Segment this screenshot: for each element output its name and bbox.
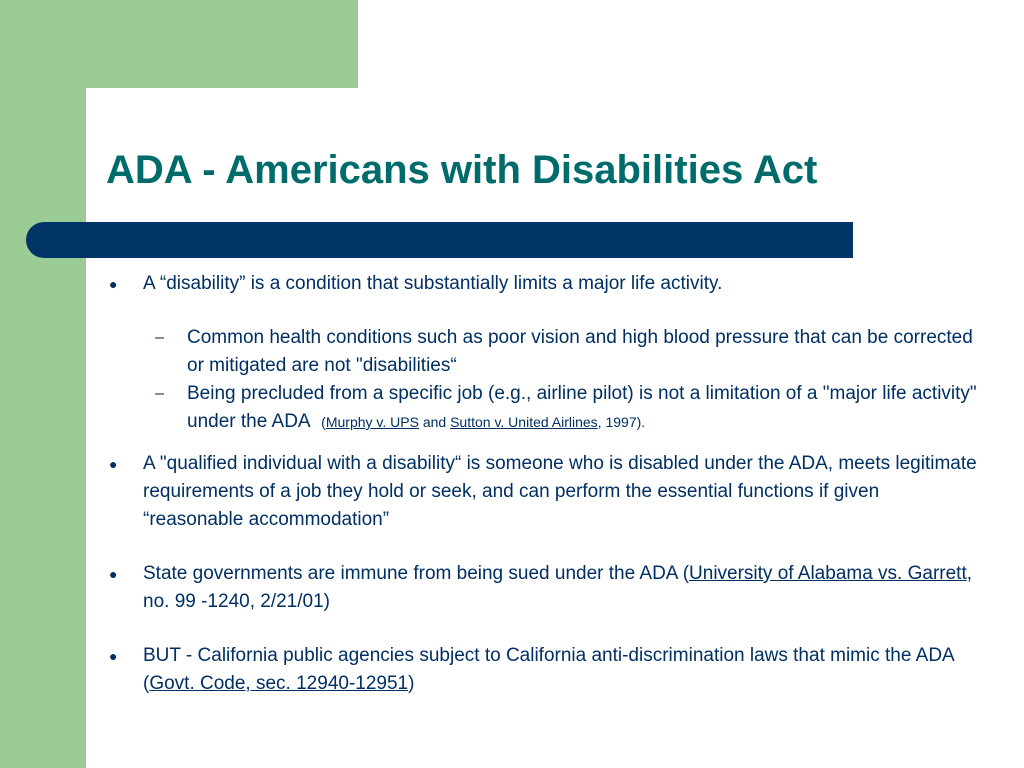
bullet-text: State governments are immune from being sued under the ADA ( bbox=[143, 563, 690, 584]
bullet-item-california-agencies bbox=[100, 642, 980, 698]
slide-body bbox=[100, 270, 980, 698]
link-govt-code-sec-12940-12951[interactable]: Govt. Code, sec. 12940-12951 bbox=[149, 673, 409, 694]
sub-bullet-precluded-job bbox=[100, 380, 980, 436]
bullet-item-qualified-individual bbox=[100, 450, 980, 534]
link-murphy-v-ups[interactable]: Murphy v. UPS bbox=[325, 414, 419, 430]
dash-icon: – bbox=[155, 385, 164, 402]
bullet-item-state-immunity bbox=[100, 560, 980, 616]
green-accent-side bbox=[0, 0, 86, 768]
sub-bullet-common-conditions bbox=[100, 324, 980, 380]
bullet-text-tail: , no. 99 -1240, 2/21/01) bbox=[143, 563, 973, 612]
citation-close: , 1997). bbox=[597, 414, 646, 430]
bullet-text: BUT - California public agencies subject to California anti-discrimination laws that mimic the ADA ( bbox=[143, 645, 954, 694]
title-underline-bar bbox=[26, 222, 853, 258]
bullet-text-tail: ) bbox=[408, 673, 415, 694]
bullet-icon: ● bbox=[109, 276, 118, 292]
bullet-text: A "qualified individual with a disability“ is someone who is disabled under the ADA, meets legitimate requirements of a job they hold or seek, and can perform the essential functions if given “reasonable accommodation” bbox=[143, 453, 977, 530]
sub-bullet-text: Common health conditions such as poor vision and high blood pressure that can be corrected or mitigated are not "disabilities“ bbox=[187, 327, 973, 376]
citation-open: ( bbox=[321, 414, 326, 430]
sub-bullet-text: Being precluded from a specific job (e.g., airline pilot) is not a limitation of a "major life activity" under the ADA bbox=[187, 383, 977, 432]
link-university-of-alabama-vs-garrett[interactable]: University of Alabama vs. Garrett bbox=[689, 563, 967, 584]
link-sutton-v-united-airlines[interactable]: Sutton v. United Airlines bbox=[450, 414, 598, 430]
bullet-icon: ● bbox=[109, 648, 118, 664]
bullet-icon: ● bbox=[109, 456, 118, 472]
citation-and: and bbox=[418, 414, 451, 430]
bullet-item-disability-definition bbox=[100, 270, 980, 298]
slide-title: ADA - Americans with Disabilities Act bbox=[106, 148, 818, 192]
dash-icon: – bbox=[155, 329, 164, 346]
bullet-text: A “disability” is a condition that substantially limits a major life activity. bbox=[143, 273, 723, 294]
bullet-icon: ● bbox=[109, 566, 118, 582]
